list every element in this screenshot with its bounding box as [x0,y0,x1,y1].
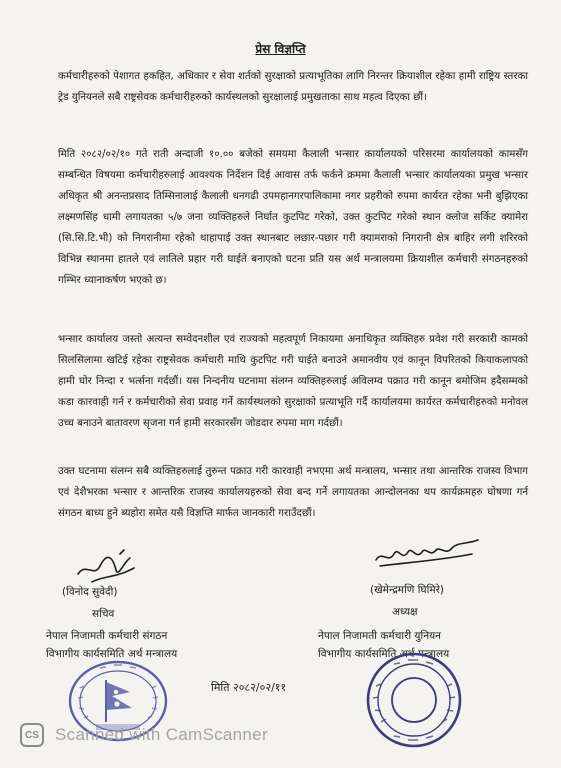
right-signatory-committee: विभागीय कार्यसमिति अर्थ मन्त्रालय [318,648,450,660]
paragraph-warning: उक्त घटनामा संलग्न सबै व्यक्तिहरुलाई तुरुन्त पक्राउ गरी कारवाही नभएमा अर्थ मन्त्रालय, भन्सार तथा आन्तरिक राजस्व विभाग एवं देशैभरका भन्सार र आन्तरिक राजस्व कार्यालयहरुको सेवा बन्द गर्ने लगायतका आन्दोलनका थप कार्यक्रमहरु घोषणा गर्न संगठन बाध्य हुने ब्यहोरा समेत यसै विज्ञप्ति मार्फत जानकारी गराउँदछौं। [58,466,528,519]
left-signatory-organization: नेपाल निजामती कर्मचारी संगठन [46,630,168,642]
camscanner-logo-icon: CS [20,723,44,747]
left-signatory-name: (विनोद सुवेदी) [62,586,118,598]
left-signatory-position: सचिव [92,608,115,620]
right-signature [372,536,482,572]
paragraph-incident: मिति २०८२/०२/१० गते राती अन्दाजी १०.०० बजेको समयमा कैलाली भन्सार कार्यालयको परिसरमा कार्यालयको कामसँग सम्बन्धित विषयमा कर्मचारीहरुलाई आवश्यक निर्देशन दिई आवास तर्फ फर्कने क्रममा कैलाली भन्सार कार्यालयका प्रमुख भन्सार अधिकृत श्री अनन्तप्रसाद तिम्सिनालाई कैलाली धनगढी उपमहानगरपालिकामा नगर प्रहरीको रुपमा कार्यरत रहेका भनी बुझिएका लक्ष्मणसिंह धामी लगायतका ५/७ जना व्यक्तिहरुले निर्घात कुटपिट गरेको, उक्त कुटपिट गरेको स्थान क्लोज सर्किट क्यामेरा (सि.सि.टि.भी) को निगरानीमा रहेको थाहापाई उक्त स्थानबाट लछार-पछार गरी क्यामराको निगरानी क्षेत्र बाहिर लगी शरिरको विभिन्न स्थानमा हातले एवं लातिले प्रहार गरी घाईते बनाएको घटना प्रति यस अर्थ मन्त्रालयमा क्रियाशील कर्मचारी संगठनहरुको गम्भिर ध्यानाकर्षण भएको छ। [58,149,528,286]
paragraph-condemnation: भन्सार कार्यालय जस्तो अत्यन्त सम्वेदनशील एवं राज्यको महत्वपूर्ण निकायमा अनाधिकृत व्यक्तिहरु प्रवेश गरी सरकारी कामको सिलसिलामा खटिई रहेका राष्ट्रसेवक कर्मचारी माथि कुटपिट गरी घाईते बनाउने अमानवीय एवं कानून विपरितको कियाकलापको हामी घोर निन्दा र भर्त्सना गर्दछौं। यस निन्दनीय घटनामा संलग्न व्यक्तिहरुलाई अविलम्व पक्राउ गरी कानून बमोजिम हदैसम्मको कडा कारवाही गर्न र कर्मचारीको सेवा प्रवाह गर्ने कार्यस्थलको सुरक्षाको प्रत्याभूति गर्दै कार्यालयमा कार्यरत कर्मचारीहरुको मनोवल उच्च बनाउने बातावरण सृजना गर्न हामी सरकारसँग जोडदार रुपमा माग गर्दछौं। [58,334,528,429]
right-organization-stamp [356,650,472,750]
document-title: प्रेस विज्ञप्ति [255,42,306,56]
right-signatory-position: अध्यक्ष [392,606,418,618]
paragraph-intro: कर्मचारीहरुको पेशागत हकहित, अधिकार र सेवा शर्तको सुरक्षाको प्रत्याभूतिका लागि निरन्तर क्रियाशील रहेका हामी राष्ट्रिय स्तरका ट्रेड युनियनले सबै राष्ट्रसेवक कर्मचारीहरुको कार्यस्थलको सुरक्षालाई प्रमुखताका साथ महत्व दिएका छौं। [58,71,528,103]
right-signatory-organization: नेपाल निजामती कर्मचारी युनियन [318,630,441,642]
issue-date: मिति २०८२/०२/११ [211,681,287,694]
right-signatory-name: (खेमेन्द्रमणि घिमिरे) [370,584,445,596]
camscanner-watermark: Scanned with CamScanner [55,725,268,744]
left-signatory-committee: विभागीय कार्यसमिति अर्थ मन्त्रालय [46,648,178,660]
